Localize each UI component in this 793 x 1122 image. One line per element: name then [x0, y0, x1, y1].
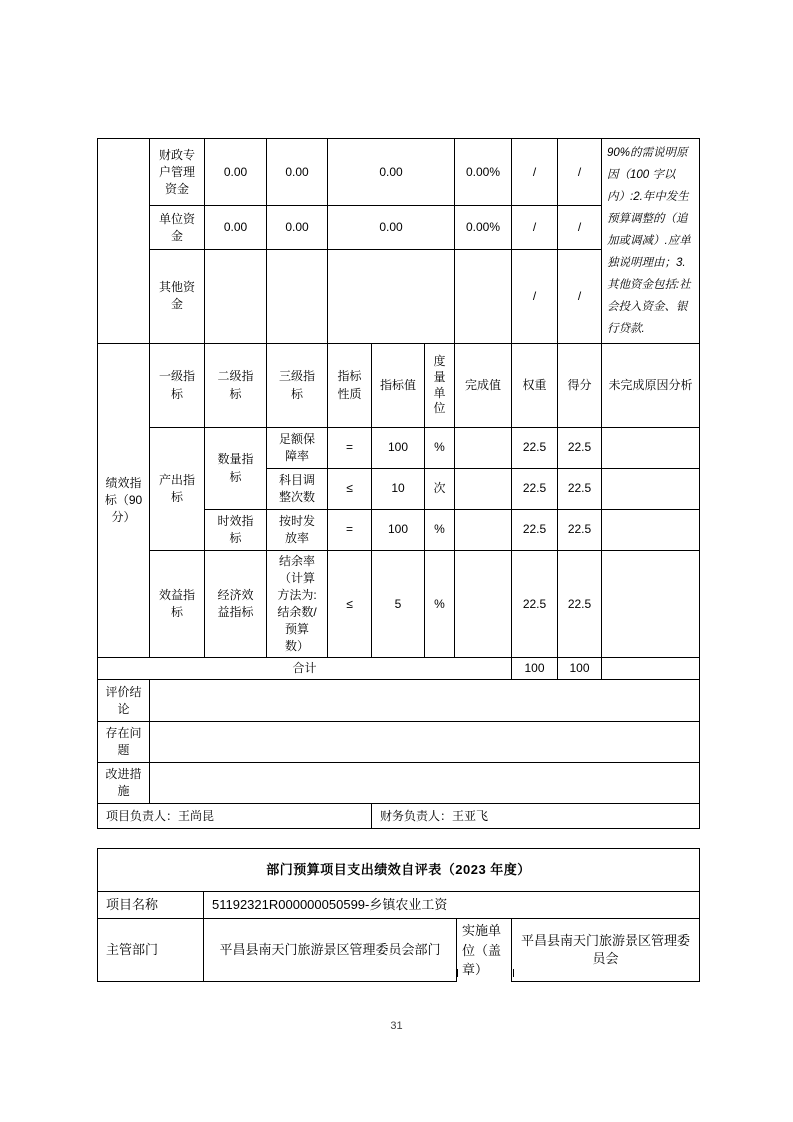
page-number: 31	[390, 1020, 403, 1032]
score-cell: 22.5	[558, 469, 602, 510]
unit-cell: %	[425, 510, 455, 551]
header-target-value: 指标值	[372, 344, 425, 428]
implementing-unit-label: 实施单位（盖章）	[457, 919, 512, 982]
score-cell: /	[558, 206, 602, 249]
level2-cell: 经济效益指标	[205, 551, 267, 658]
project-manager: 项目负责人：王尚昆	[98, 804, 372, 829]
actual-amount-cell: 0.00	[328, 206, 455, 249]
score-cell: /	[558, 139, 602, 206]
reason-cell	[602, 469, 700, 510]
summary-value-cell	[150, 763, 700, 804]
nature-cell: =	[328, 428, 372, 469]
department-value: 平昌县南天门旅游景区管理委员会部门	[204, 919, 457, 982]
summary-row	[98, 680, 700, 722]
header-completed-value: 完成值	[455, 344, 512, 428]
header-level2: 二级指标	[205, 344, 267, 428]
level2-cell: 数量指标	[205, 428, 267, 510]
indicator-row	[98, 428, 700, 469]
section-label: 绩效指标（90分）	[98, 344, 150, 658]
score-cell: /	[558, 249, 602, 343]
nature-cell: ≤	[328, 551, 372, 658]
completed-value-cell	[455, 551, 512, 658]
summary-label: 评价结论	[98, 680, 150, 722]
total-weight: 100	[512, 658, 558, 680]
header-unit: 度量单位	[425, 344, 455, 428]
level1-cell: 效益指标	[150, 551, 205, 658]
level3-cell: 科目调整次数	[267, 469, 328, 510]
weight-cell: 22.5	[512, 510, 558, 551]
actual-amount-cell	[328, 249, 455, 343]
level3-cell: 按时发放率	[267, 510, 328, 551]
budget-amount-cell: 0.00	[205, 206, 267, 249]
summary-row	[98, 722, 700, 763]
weight-cell: /	[512, 249, 558, 343]
summary-label: 改进措施	[98, 763, 150, 804]
adjusted-amount-cell	[267, 249, 328, 343]
level1-cell: 产出指标	[150, 428, 205, 551]
score-cell: 22.5	[558, 428, 602, 469]
weight-cell: 22.5	[512, 551, 558, 658]
completed-value-cell	[455, 510, 512, 551]
self-eval-table-continued	[97, 138, 700, 829]
reason-cell	[602, 551, 700, 658]
weight-cell: /	[512, 139, 558, 206]
summary-value-cell	[150, 680, 700, 722]
header-nature: 指标性质	[328, 344, 372, 428]
project-name-value: 51192321R000000050599-乡镇农业工资	[204, 892, 700, 919]
reason-cell	[602, 428, 700, 469]
total-row	[98, 658, 700, 680]
finance-manager: 财务负责人：王亚飞	[372, 804, 700, 829]
explanation-note: 90%的需说明原因（100 字以内）:2.年中发生预算调整的（追加或调减）.应单独说明理由；3.其他资金包括:社会投入资金、银行贷款.	[602, 139, 700, 344]
total-score: 100	[558, 658, 602, 680]
signers-row	[98, 804, 700, 829]
nature-cell: ≤	[328, 469, 372, 510]
summary-row	[98, 763, 700, 804]
header-score: 得分	[558, 344, 602, 428]
target-value-cell: 100	[372, 510, 425, 551]
funding-row	[98, 139, 700, 206]
project-name-row	[98, 892, 700, 919]
actual-amount-cell: 0.00	[328, 139, 455, 206]
target-value-cell: 5	[372, 551, 425, 658]
weight-cell: /	[512, 206, 558, 249]
funding-section-spacer-cell	[98, 139, 150, 344]
funding-label: 其他资金	[150, 249, 205, 343]
header-weight: 权重	[512, 344, 558, 428]
nature-cell: =	[328, 510, 372, 551]
implementing-unit-value: 平昌县南天门旅游景区管理委员会	[512, 919, 700, 982]
project-name-label: 项目名称	[98, 892, 204, 919]
score-cell: 22.5	[558, 551, 602, 658]
adjusted-amount-cell: 0.00	[267, 206, 328, 249]
unit-cell: 次	[425, 469, 455, 510]
unit-cell: %	[425, 551, 455, 658]
indicator-header-row	[98, 344, 700, 428]
score-cell: 22.5	[558, 510, 602, 551]
page-break-line	[457, 969, 458, 977]
department-label: 主管部门	[98, 919, 204, 982]
funding-label: 财政专户管理资金	[150, 139, 205, 206]
indicator-row	[98, 551, 700, 658]
department-row	[98, 919, 700, 982]
reason-cell	[602, 510, 700, 551]
level3-cell: 足额保障率	[267, 428, 328, 469]
budget-amount-cell: 0.00	[205, 139, 267, 206]
total-label: 合计	[98, 658, 512, 680]
self-eval-table-2023	[97, 848, 700, 982]
budget-amount-cell	[205, 249, 267, 343]
table-title: 部门预算项目支出绩效自评表（2023 年度）	[98, 849, 700, 892]
header-reason: 未完成原因分析	[602, 344, 700, 428]
level3-cell: 结余率（计算方法为:结余数/预算数）	[267, 551, 328, 658]
summary-value-cell	[150, 722, 700, 763]
execution-rate-cell: 0.00%	[455, 139, 512, 206]
completed-value-cell	[455, 469, 512, 510]
target-value-cell: 10	[372, 469, 425, 510]
completed-value-cell	[455, 428, 512, 469]
adjusted-amount-cell: 0.00	[267, 139, 328, 206]
weight-cell: 22.5	[512, 428, 558, 469]
execution-rate-cell: 0.00%	[455, 206, 512, 249]
header-level1: 一级指标	[150, 344, 205, 428]
page-break-line	[513, 969, 514, 977]
weight-cell: 22.5	[512, 469, 558, 510]
summary-label: 存在问题	[98, 722, 150, 763]
header-level3: 三级指标	[267, 344, 328, 428]
total-reason-cell	[602, 658, 700, 680]
funding-label: 单位资金	[150, 206, 205, 249]
unit-cell: %	[425, 428, 455, 469]
target-value-cell: 100	[372, 428, 425, 469]
table-title-row	[98, 849, 700, 892]
execution-rate-cell	[455, 249, 512, 343]
level2-cell: 时效指标	[205, 510, 267, 551]
